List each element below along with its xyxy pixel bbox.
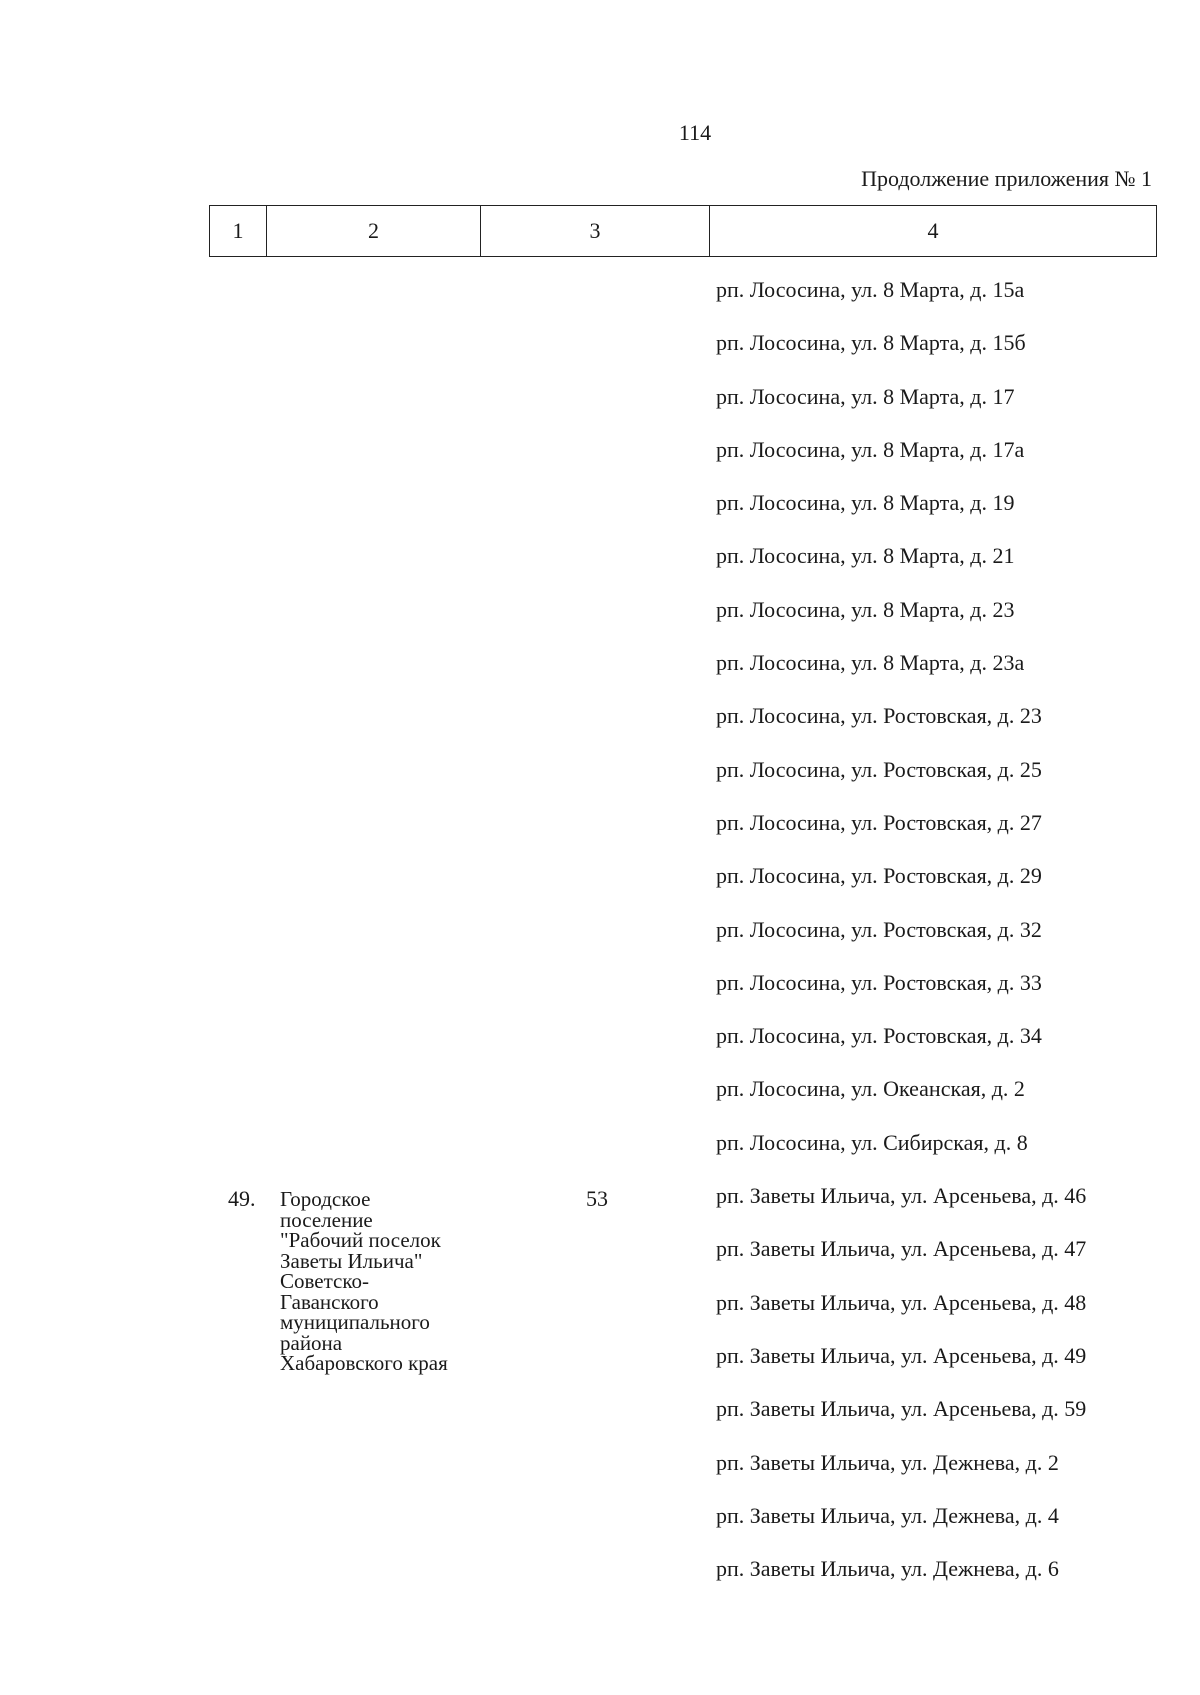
address-item: рп. Лососина, ул. 8 Марта, д. 15б (716, 330, 1026, 356)
settlement-name-line: Заветы Ильича" (280, 1248, 423, 1273)
settlement-name-line: Хабаровского края (280, 1351, 448, 1375)
address-item: рп. Заветы Ильича, ул. Арсеньева, д. 59 (716, 1396, 1087, 1422)
settlement-name (280, 1189, 520, 1374)
address-list (716, 272, 1086, 1604)
column-header-table (209, 205, 1157, 257)
address-item: рп. Заветы Ильича, ул. Дежнева, д. 2 (716, 1449, 1059, 1475)
house-count: 53 (586, 1186, 608, 1211)
address-item: рп. Лососина, ул. 8 Марта, д. 17а (716, 436, 1025, 462)
settlement-name-line: "Рабочий поселок (280, 1228, 441, 1252)
address-item: рп. Заветы Ильича, ул. Арсеньева, д. 49 (716, 1342, 1087, 1368)
settlement-name-line: Гаванского (280, 1289, 379, 1314)
address-item: рп. Лососина, ул. Ростовская, д. 27 (716, 809, 1042, 835)
page-number: 114 (678, 120, 712, 145)
address-item: рп. Лососина, ул. 8 Марта, д. 19 (716, 490, 1015, 516)
address-item: рп. Заветы Ильича, ул. Арсеньева, д. 47 (716, 1236, 1087, 1262)
address-item: рп. Лососина, ул. Сибирская, д. 8 (716, 1129, 1028, 1155)
row-number: 49. (228, 1186, 256, 1211)
address-item: рп. Лососина, ул. 8 Марта, д. 15а (716, 277, 1025, 302)
address-item: рп. Лососина, ул. Океанская, д. 2 (716, 1076, 1025, 1102)
settlement-name-line: Городское (280, 1187, 371, 1211)
address-item: рп. Лососина, ул. Ростовская, д. 23 (716, 703, 1042, 729)
column-header-4: 4 (710, 206, 1157, 257)
column-header-3: 3 (481, 206, 710, 257)
address-item: рп. Лососина, ул. 8 Марта, д. 23 (716, 596, 1015, 622)
settlement-name-line: поселение (280, 1207, 373, 1232)
settlement-name-line: муниципального (280, 1310, 430, 1334)
settlement-name-line: Советско- (280, 1269, 370, 1293)
address-item: рп. Лососина, ул. Ростовская, д. 29 (716, 863, 1042, 889)
address-item: рп. Лососина, ул. Ростовская, д. 33 (716, 969, 1042, 995)
address-item: рп. Лососина, ул. 8 Марта, д. 23а (716, 650, 1025, 676)
column-header-2: 2 (267, 206, 481, 257)
continuation-title: Продолжение приложения № 1 (861, 166, 1152, 191)
address-item: рп. Заветы Ильича, ул. Дежнева, д. 6 (716, 1556, 1059, 1582)
address-item: рп. Заветы Ильича, ул. Арсеньева, д. 46 (716, 1183, 1087, 1209)
address-item: рп. Лососина, ул. 8 Марта, д. 21 (716, 543, 1015, 569)
address-item: рп. Лососина, ул. 8 Марта, д. 17 (716, 383, 1015, 409)
address-item: рп. Лососина, ул. Ростовская, д. 34 (716, 1023, 1042, 1049)
column-header-1: 1 (210, 206, 267, 257)
address-item: рп. Лососина, ул. Ростовская, д. 25 (716, 756, 1042, 782)
address-item: рп. Заветы Ильича, ул. Арсеньева, д. 48 (716, 1289, 1087, 1315)
address-item: рп. Заветы Ильича, ул. Дежнева, д. 4 (716, 1502, 1059, 1528)
settlement-name-line: района (280, 1330, 343, 1355)
address-item: рп. Лососина, ул. Ростовская, д. 32 (716, 916, 1042, 942)
